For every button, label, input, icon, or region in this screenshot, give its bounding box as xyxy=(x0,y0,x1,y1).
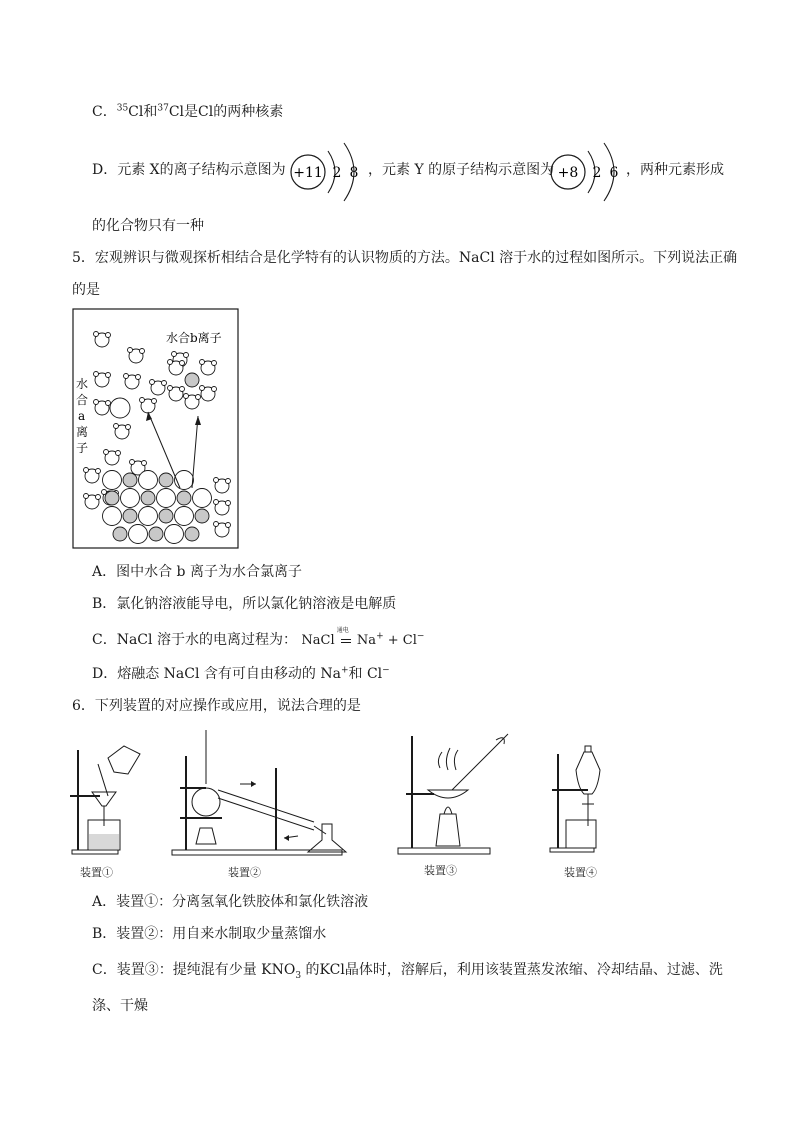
separatory-funnel xyxy=(576,752,600,794)
hydrogen-atom xyxy=(214,478,219,483)
hydrogen-atom xyxy=(200,360,205,365)
q5-stem-cont: 的是 xyxy=(72,282,100,298)
hydrogen-atom xyxy=(196,395,201,400)
hydrogen-atom xyxy=(168,360,173,365)
stopper xyxy=(585,746,591,752)
hydrogen-atom xyxy=(94,372,99,377)
receiving-flask xyxy=(308,824,346,852)
hydrogen-atom xyxy=(102,490,107,495)
label-hydrated-a-ion-4: 离 xyxy=(76,425,89,439)
flame xyxy=(444,807,452,814)
hydrogen-atom xyxy=(114,424,119,429)
q4-option-d-mid: ，元素 Y 的原子结构示意图为 xyxy=(368,162,555,178)
glass-rod xyxy=(98,764,108,796)
sodium-ion xyxy=(159,509,173,523)
q5-stem: 5．宏观辨识与微观探析相结合是化学特有的认识物质的方法。NaCl 溶于水的过程如图所示。下列说法正确 xyxy=(72,250,738,266)
chloride-ion xyxy=(157,489,176,508)
pouring-beaker xyxy=(108,746,140,774)
chloride-ion xyxy=(103,507,122,526)
caption-apparatus-1: 装置① xyxy=(80,866,113,879)
q6-stem: 6．下列装置的对应操作或应用，说法合理的是 xyxy=(72,698,361,714)
x-nucleus-charge: +11 xyxy=(293,165,323,181)
q6-option-c-continuation: 涤、干燥 xyxy=(92,998,148,1014)
hydrogen-atom xyxy=(226,501,231,506)
hydrogen-atom xyxy=(226,479,231,484)
hydrogen-atom xyxy=(94,400,99,405)
chloride-ion xyxy=(139,507,158,526)
equation-condition: 通电 xyxy=(336,627,349,634)
hydrogen-atom xyxy=(212,387,217,392)
hydrated-b-ion-core xyxy=(185,373,199,387)
hydrogen-atom xyxy=(124,374,129,379)
condenser-outer-top xyxy=(218,790,314,822)
hydrogen-atom xyxy=(106,401,111,406)
hydrogen-atom xyxy=(214,522,219,527)
hydrogen-atom xyxy=(136,375,141,380)
stand-base xyxy=(550,848,594,852)
beaker-liquid xyxy=(89,834,119,849)
caption-apparatus-4: 装置④ xyxy=(564,866,597,879)
hydrogen-atom xyxy=(212,361,217,366)
hydrogen-atom xyxy=(104,450,109,455)
steam xyxy=(438,748,458,770)
apparatus-3-evaporation xyxy=(392,730,522,858)
hydrogen-atom xyxy=(142,461,147,466)
x-shell-1-count: 2 xyxy=(332,165,342,181)
distillation-flask xyxy=(192,788,220,816)
hydrogen-atom xyxy=(180,361,185,366)
hydrogen-atom xyxy=(84,468,89,473)
chloride-ion xyxy=(121,489,140,508)
label-hydrated-a-ion-1: 水 xyxy=(76,377,89,391)
atom-y-structure-diagram xyxy=(544,138,630,204)
hydrogen-atom xyxy=(106,333,111,338)
q4-option-c: C．$^{35}$Cl和$^{37}$Cl是Cl的两种核素 xyxy=(92,103,284,120)
y-nucleus-charge: +8 xyxy=(557,165,579,181)
sodium-ion xyxy=(105,491,119,505)
label-hydrated-a-ion-2: 合 xyxy=(76,393,89,407)
apparatus-4-separatory-funnel xyxy=(548,744,618,856)
sodium-ion xyxy=(177,491,191,505)
hydrogen-atom xyxy=(96,495,101,500)
beaker xyxy=(566,820,596,848)
label-hydrated-a-ion-5: 子 xyxy=(76,441,89,455)
hydrated-a-ion-core xyxy=(110,398,130,418)
hydrogen-atom xyxy=(84,494,89,499)
sodium-ion xyxy=(141,491,155,505)
hydrogen-atom xyxy=(94,332,99,337)
q5-option-a: A．图中水合 b 离子为水合氯离子 xyxy=(92,564,302,580)
hydrogen-atom xyxy=(106,373,111,378)
hydrogen-atom xyxy=(200,386,205,391)
ion-x-structure-diagram xyxy=(284,138,370,204)
sodium-ion xyxy=(195,509,209,523)
hydrogen-atom xyxy=(162,381,167,386)
q4-option-d-prefix: D．元素 X的离子结构示意图为 xyxy=(92,162,286,178)
caption-apparatus-2: 装置② xyxy=(228,866,261,879)
hydrogen-atom xyxy=(116,451,121,456)
hydrogen-atom xyxy=(150,380,155,385)
y-shell-1-count: 2 xyxy=(592,165,602,181)
chloride-ion xyxy=(193,489,212,508)
hydrogen-atom xyxy=(184,353,189,358)
sodium-ion xyxy=(185,527,199,541)
hydrogen-atom xyxy=(152,399,157,404)
q5-option-c: C．NaCl 溶于水的电离过程为： NaCl 通电 Na+ + Cl− xyxy=(92,630,424,651)
hydrogen-atom xyxy=(140,398,145,403)
q6-option-a: A．装置①：分离氢氧化铁胶体和氯化铁溶液 xyxy=(92,894,369,910)
x-shell-2-count: 8 xyxy=(349,165,359,181)
hydrogen-atom xyxy=(180,387,185,392)
hydrogen-atom xyxy=(128,348,133,353)
sodium-ion xyxy=(123,509,137,523)
chloride-ion xyxy=(139,471,158,490)
q4-option-d-suffix: ，两种元素形成 xyxy=(626,162,724,178)
nacl-dissolution-figure xyxy=(72,308,240,550)
q4-option-d-continuation: 的化合物只有一种 xyxy=(92,218,204,234)
hydrogen-atom xyxy=(226,523,231,528)
q5-option-d: D．熔融态 NaCl 含有可自由移动的 Na+和 Cl− xyxy=(92,665,390,682)
apparatus-2-distillation xyxy=(166,728,362,860)
burner xyxy=(196,828,216,844)
stand-base xyxy=(398,848,490,854)
chloride-ion xyxy=(175,471,194,490)
ionization-equation: NaCl 通电 Na+ + Cl− xyxy=(301,631,424,651)
sodium-ion xyxy=(149,527,163,541)
hydrogen-atom xyxy=(184,394,189,399)
q5-option-b: B．氯化钠溶液能导电，所以氯化钠溶液是电解质 xyxy=(92,596,397,612)
sodium-ion xyxy=(113,527,127,541)
chloride-ion xyxy=(129,525,148,544)
label-hydrated-a-ion-3: a xyxy=(78,409,86,423)
condenser-outer-bottom xyxy=(218,798,314,830)
hydrogen-atom xyxy=(96,469,101,474)
q6-option-c: C．装置③：提纯混有少量 $KNO_3$ 的KCl晶体时，溶解后，利用该装置蒸发浓缩、冷却结晶、过滤、洗 xyxy=(92,962,723,981)
caption-apparatus-3: 装置③ xyxy=(424,864,457,877)
hydrogen-atom xyxy=(140,349,145,354)
y-shell-2-count: 6 xyxy=(609,165,619,181)
evaporating-dish xyxy=(428,790,468,798)
hydrogen-atom xyxy=(172,352,177,357)
sodium-ion xyxy=(159,473,173,487)
stirring-rod xyxy=(452,734,508,790)
hydrogen-atom xyxy=(168,386,173,391)
sodium-ion xyxy=(123,473,137,487)
apparatus-1-filtration xyxy=(64,738,154,858)
chloride-ion xyxy=(103,471,122,490)
alcohol-lamp xyxy=(436,814,460,846)
q6-option-b: B．装置②：用自来水制取少量蒸馏水 xyxy=(92,926,327,942)
chloride-ion xyxy=(165,525,184,544)
label-hydrated-b-ion: 水合b离子 xyxy=(166,331,222,345)
funnel xyxy=(92,792,116,806)
stand-base xyxy=(72,850,118,854)
hydrogen-atom xyxy=(126,425,131,430)
hydrogen-atom xyxy=(130,460,135,465)
adapter xyxy=(314,826,326,834)
chloride-ion xyxy=(175,507,194,526)
hydrogen-atom xyxy=(214,500,219,505)
